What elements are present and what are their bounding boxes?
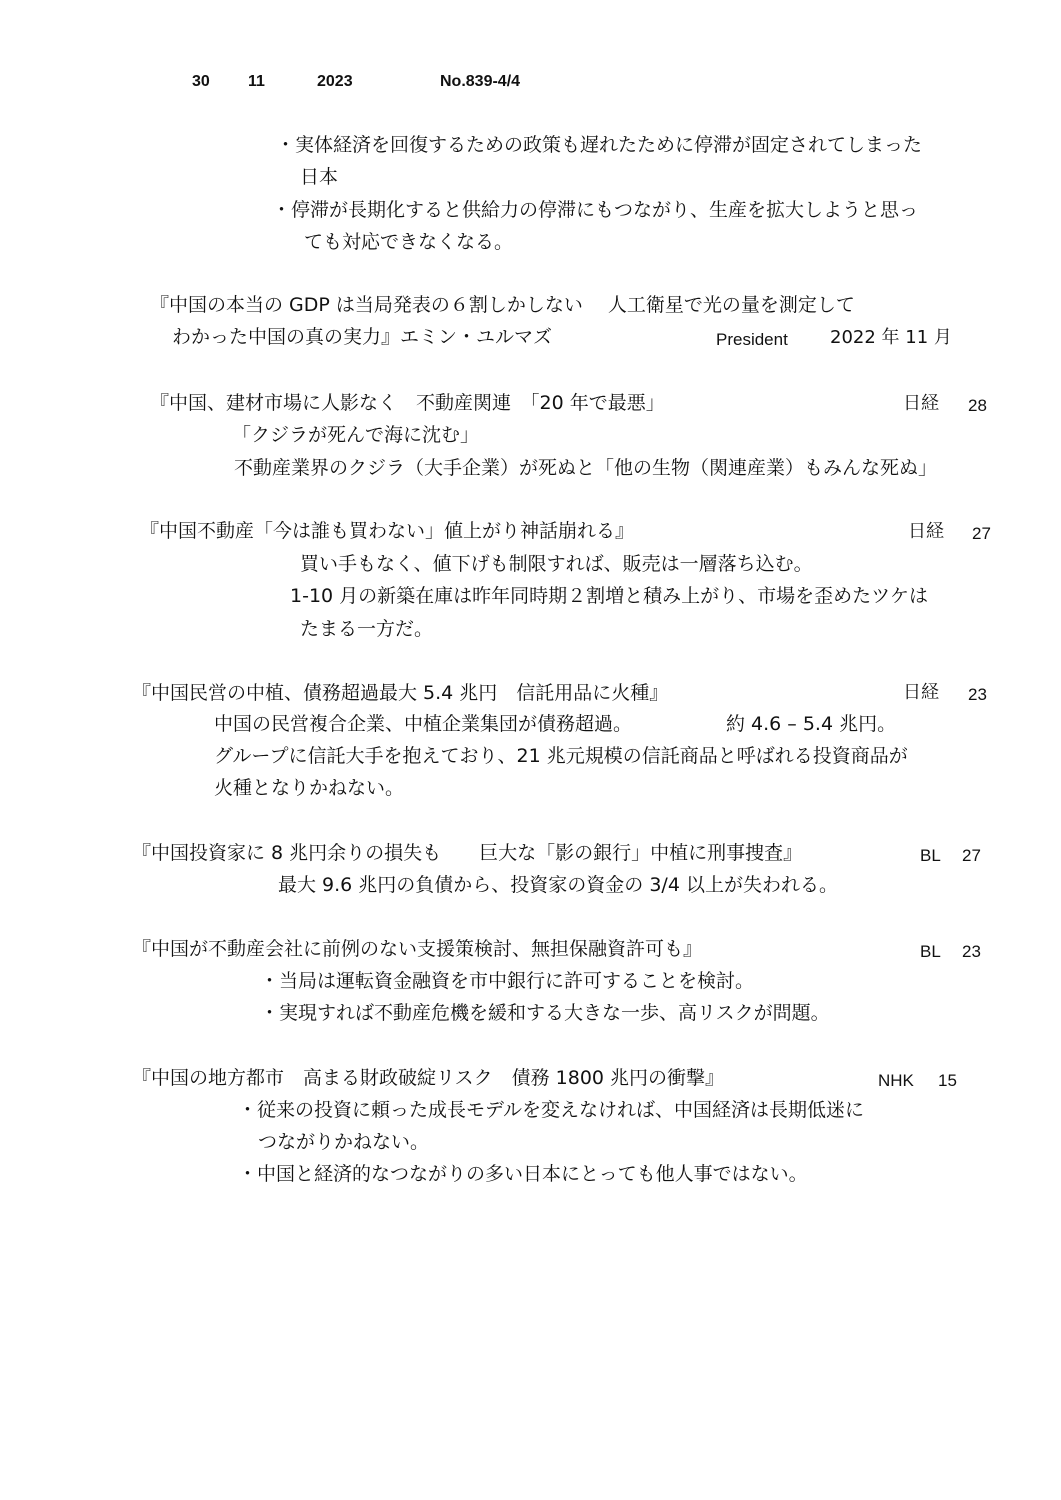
article-6-line-2: つながりかねない。 <box>258 1131 430 1153</box>
article-4-day: 27 <box>962 846 981 865</box>
article-6-title: 『中国の地方都市 高まる財政破綻リスク 債務 1800 兆円の衝撃』 <box>132 1067 725 1089</box>
article-2-source: 日経 <box>908 521 944 542</box>
article-6-line-3: ・中国と経済的なつながりの多い日本にとっても他人事ではない。 <box>238 1163 808 1185</box>
header-year: 2023 <box>317 73 353 90</box>
article-2-line-2: 1-10 月の新築在庫は昨年同時期２割増と積み上がり、市場を歪めたツケは <box>290 585 928 607</box>
article-5-line-1: ・当局は運転資金融資を市中銀行に許可することを検討。 <box>260 970 755 992</box>
article-1-source: 日経 <box>903 393 939 414</box>
article-1-title: 『中国、建材市場に人影なく 不動産関連 「20 年で最悪」 <box>150 392 665 414</box>
article-3-day: 23 <box>968 685 987 704</box>
header-issue-number: No.839-4/4 <box>440 73 521 90</box>
article-3-title: 『中国民営の中植、債務超過最大 5.4 兆円 信託用品に火種』 <box>132 682 669 704</box>
intro-bullet-1-line-2: 日本 <box>300 166 339 188</box>
intro-bullet-2-line-1: ・停滞が長期化すると供給力の停滞にもつながり、生産を拡大しようと思っ <box>272 199 919 221</box>
article-5-day: 23 <box>962 942 981 961</box>
article-3-line-1a: 中国の民営複合企業、中植企業集団が債務超過。 <box>214 713 633 735</box>
article-4-title: 『中国投資家に 8 兆円余りの損失も 巨大な「影の銀行」中植に刑事捜査』 <box>132 842 803 864</box>
article-3-line-1b: 約 4.6 – 5.4 兆円。 <box>726 713 897 735</box>
article-2-day: 27 <box>972 524 991 543</box>
article-1-day: 28 <box>968 396 987 415</box>
article-6-source: NHK <box>878 1071 914 1090</box>
president-date: 2022 年 11 月 <box>830 327 952 348</box>
article-2-line-1: 買い手もなく、値下げも制限すれば、販売は一層落ち込む。 <box>300 553 813 575</box>
article-2-title: 『中国不動産「今は誰も買わない」値上がり神話崩れる』 <box>140 520 635 542</box>
article-1-line-1: 「クジラが死んで海に沈む」 <box>232 424 480 446</box>
header-day: 30 <box>192 73 210 90</box>
article-5-title: 『中国が不動産会社に前例のない支援策検討、無担保融資許可も』 <box>132 938 703 960</box>
intro-bullet-2-line-2: ても対応できなくなる。 <box>304 231 514 253</box>
article-4-line-1: 最大 9.6 兆円の負債から、投資家の資金の 3/4 以上が失われる。 <box>278 874 838 896</box>
article-2-line-3: たまる一方だ。 <box>300 618 434 640</box>
article-5-line-2: ・実現すれば不動産危機を緩和する大きな一歩、高リスクが問題。 <box>260 1002 830 1024</box>
president-source: President <box>716 330 788 349</box>
article-1-line-2: 不動産業界のクジラ（大手企業）が死ぬと「他の生物（関連産業）もみんな死ぬ」 <box>234 457 938 479</box>
article-4-source: BL <box>920 846 941 865</box>
president-title-line-2: わかった中国の真の実力』エミン・ユルマズ <box>172 326 553 348</box>
article-3-source: 日経 <box>903 682 939 703</box>
article-3-line-3: 火種となりかねない。 <box>214 777 405 799</box>
article-6-day: 15 <box>938 1071 957 1090</box>
intro-bullet-1-line-1: ・実体経済を回復するための政策も遅れたために停滞が固定されてしまった <box>276 134 923 156</box>
article-5-source: BL <box>920 942 941 961</box>
article-3-line-2: グループに信託大手を抱えており、21 兆元規模の信託商品と呼ばれる投資商品が <box>214 745 908 767</box>
header-month: 11 <box>248 73 265 90</box>
president-title-line-1: 『中国の本当の GDP は当局発表の６割しかしない 人工衛星で光の量を測定して <box>150 294 855 316</box>
article-6-line-1: ・従来の投資に頼った成長モデルを変えなければ、中国経済は長期低迷に <box>238 1099 865 1121</box>
